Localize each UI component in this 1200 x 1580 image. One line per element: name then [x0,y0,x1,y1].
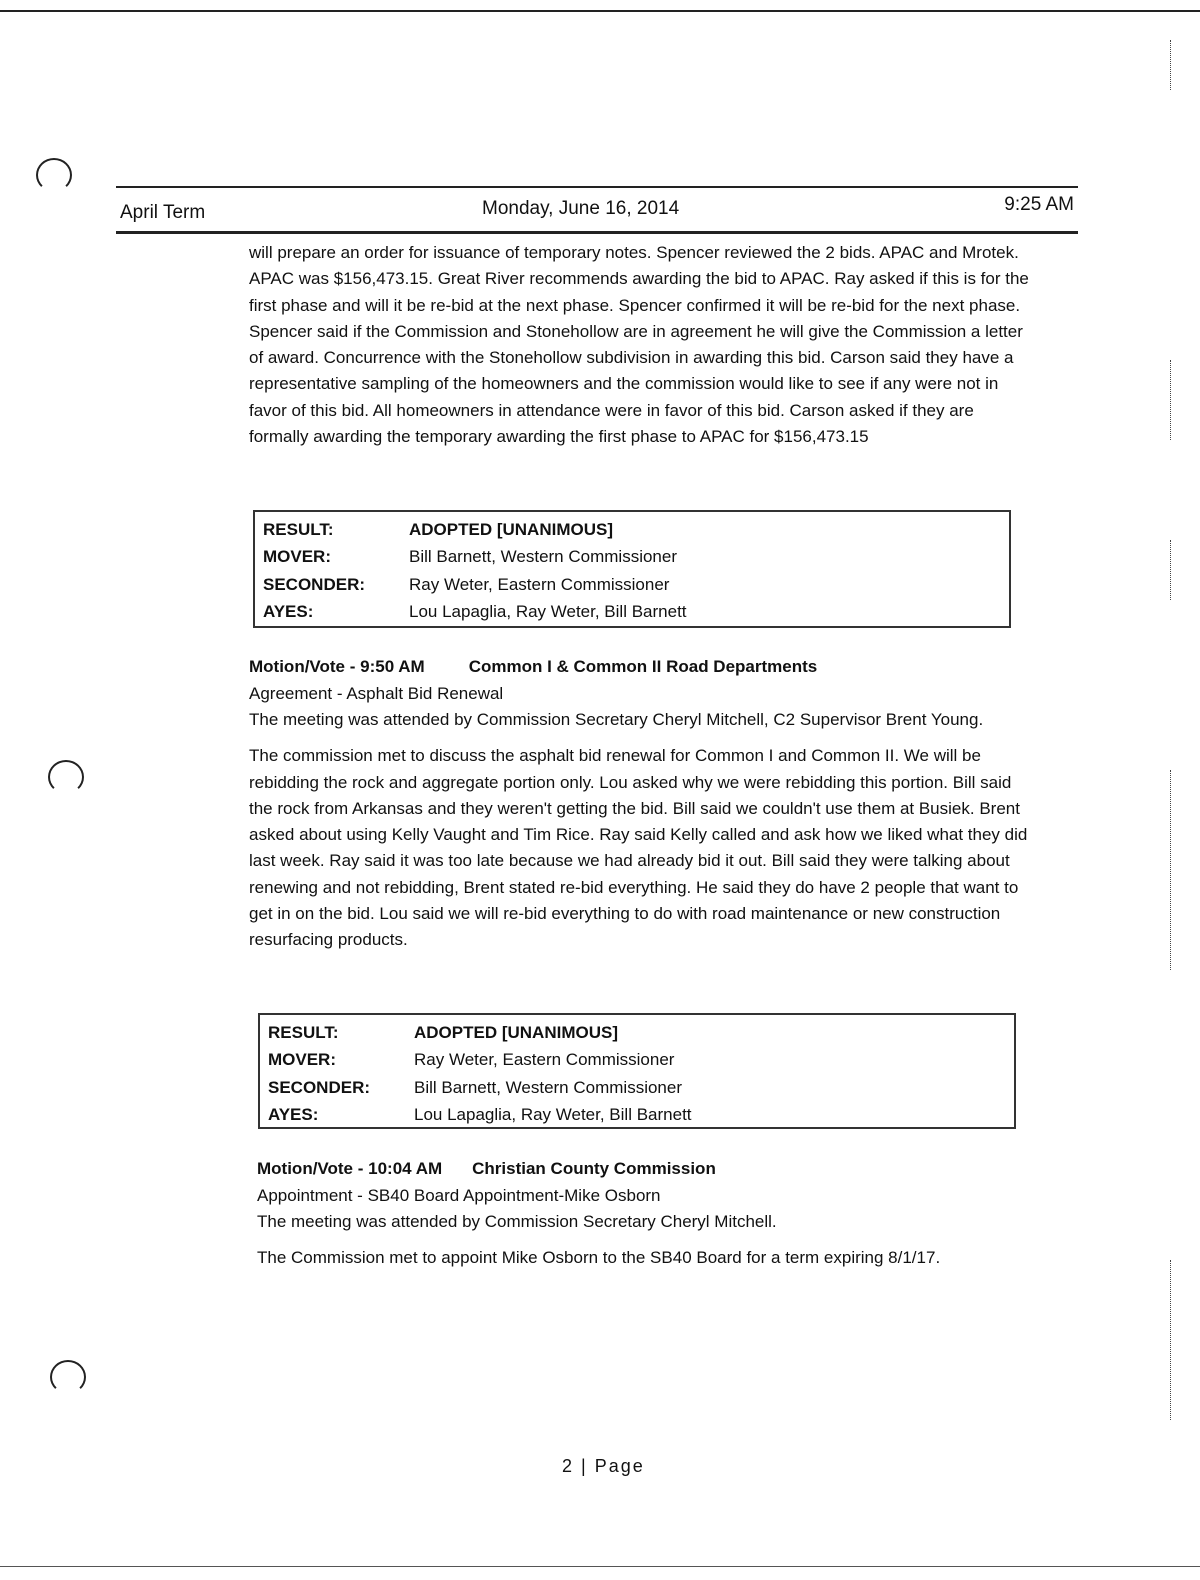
motion-section [257,1156,1037,1272]
intro-paragraph: will prepare an order for issuance of temporary notes. Spencer reviewed the 2 bids. APAC and Mrotek. APAC was $156,473.15. Great River recommends awarding the bid to APAC. Ray asked if this is for the first phase and will it be re-bid at the next phase. Spencer confirmed it will be re-bid for the next phase. Spencer said if the Commission and Stonehollow are in agreement he will give the Commission a letter of award. Concurrence with the Stonehollow subdivision in awarding this bid. Carson said they have a representative sampling of the homeowners and the commission would like to see if any were not in favor of this bid. All homeowners in attendance were in favor of this bid. Carson asked if they are formally awarding the temporary awarding the first phase to APAC for $156,473.15 [249,243,1029,447]
seconder-label: SECONDER: [268,1077,371,1097]
motion-attendance: The meeting was attended by Commission Secretary Cheryl Mitchell, C2 Supervisor Brent Young. [249,710,984,729]
vote-row-result [263,516,687,544]
motion-department: Christian County Commission [472,1159,716,1178]
header-time: 9:25 AM [1004,194,1074,215]
motion-department: Common I & Common II Road Departments [468,657,818,676]
page-number: 2 | Page [562,1456,645,1476]
motion-label: Motion/Vote - [249,657,356,676]
result-label: RESULT: [268,1022,339,1042]
ayes-label: AYES: [263,602,314,622]
page-header [116,186,1078,234]
mover-label: MOVER: [268,1050,336,1070]
motion-heading [249,654,1029,681]
scan-bottom-edge [0,1566,1200,1567]
mover-value: Bill Barnett, Western Commissioner [409,547,677,567]
motion-time: 9:50 AM [360,657,425,676]
header-date: Monday, June 16, 2014 [482,198,680,219]
result-value: ADOPTED [UNANIMOUS] [409,519,613,539]
motion-subject [249,681,1029,708]
motion-subject [257,1183,1037,1210]
seconder-value: Bill Barnett, Western Commissioner [414,1077,682,1097]
ayes-label: AYES: [268,1105,319,1125]
vote-row-result [268,1019,692,1047]
vote-row-ayes [263,599,687,627]
scan-edge-marks [1170,40,1171,90]
vote-row-mover [263,544,687,572]
vote-row-seconder [263,571,687,599]
ayes-value: Lou Lapaglia, Ray Weter, Bill Barnett [414,1105,692,1125]
motion-attendance: The meeting was attended by Commission Secretary Cheryl Mitchell. [257,1212,777,1231]
motion-section [249,654,1029,954]
motion-label: Motion/Vote - [257,1159,364,1178]
vote-row-ayes [268,1102,692,1130]
motion-heading [257,1156,1037,1183]
scan-edge-marks [1170,770,1171,970]
motion-body: The Commission met to appoint Mike Osborn to the SB40 Board for a term expiring 8/1/17. [257,1248,941,1268]
motion-time: 10:04 AM [368,1159,443,1178]
mover-value: Ray Weter, Eastern Commissioner [414,1050,675,1070]
scan-edge-marks [1170,360,1171,440]
vote-table [263,516,687,626]
ayes-value: Lou Lapaglia, Ray Weter, Bill Barnett [409,602,687,622]
seconder-label: SECONDER: [263,574,366,594]
motion-subject-label: Agreement - [249,683,343,703]
motion-subject-value: Asphalt Bid Renewal [346,683,504,703]
result-label: RESULT: [263,519,334,539]
scan-edge-marks [1170,540,1171,600]
vote-row-seconder [268,1074,692,1102]
vote-table [268,1019,692,1129]
vote-box [258,1013,1016,1129]
punch-hole-middle [48,760,84,794]
vote-box [253,510,1011,628]
mover-label: MOVER: [263,547,331,567]
motion-body: The commission met to discuss the asphalt bid renewal for Common I and Common II. We will be rebidding the rock and aggregate portion only. Lou asked why we were rebidding this portion. Bill said the rock from Arkansas and they weren't getting the bid. Bill said we couldn't use them at Busiek. Brent asked about using Kelly Vaught and Tim Rice. Ray said Kelly called and ask how we liked what they did last week. Ray said it was too late because we had already bid it out. Bill said they were talking about renewing and not rebidding, Brent stated re-bid everything. He said they do have 2 people that want to get in on the bid. Lou said we will re-bid everything to do with road maintenance or new construction resurfacing products. [249,746,1028,950]
header-term: April Term [120,202,206,223]
scan-edge-marks [1170,1260,1171,1420]
motion-subject-label: Appointment - [257,1185,363,1205]
punch-hole-top [36,158,72,192]
motion-subject-value: SB40 Board Appointment-Mike Osborn [367,1185,661,1205]
intro-section [249,240,1029,450]
seconder-value: Ray Weter, Eastern Commissioner [409,574,670,594]
punch-hole-bottom [50,1360,86,1394]
result-value: ADOPTED [UNANIMOUS] [414,1022,618,1042]
vote-row-mover [268,1047,692,1075]
scan-top-edge [0,10,1200,12]
